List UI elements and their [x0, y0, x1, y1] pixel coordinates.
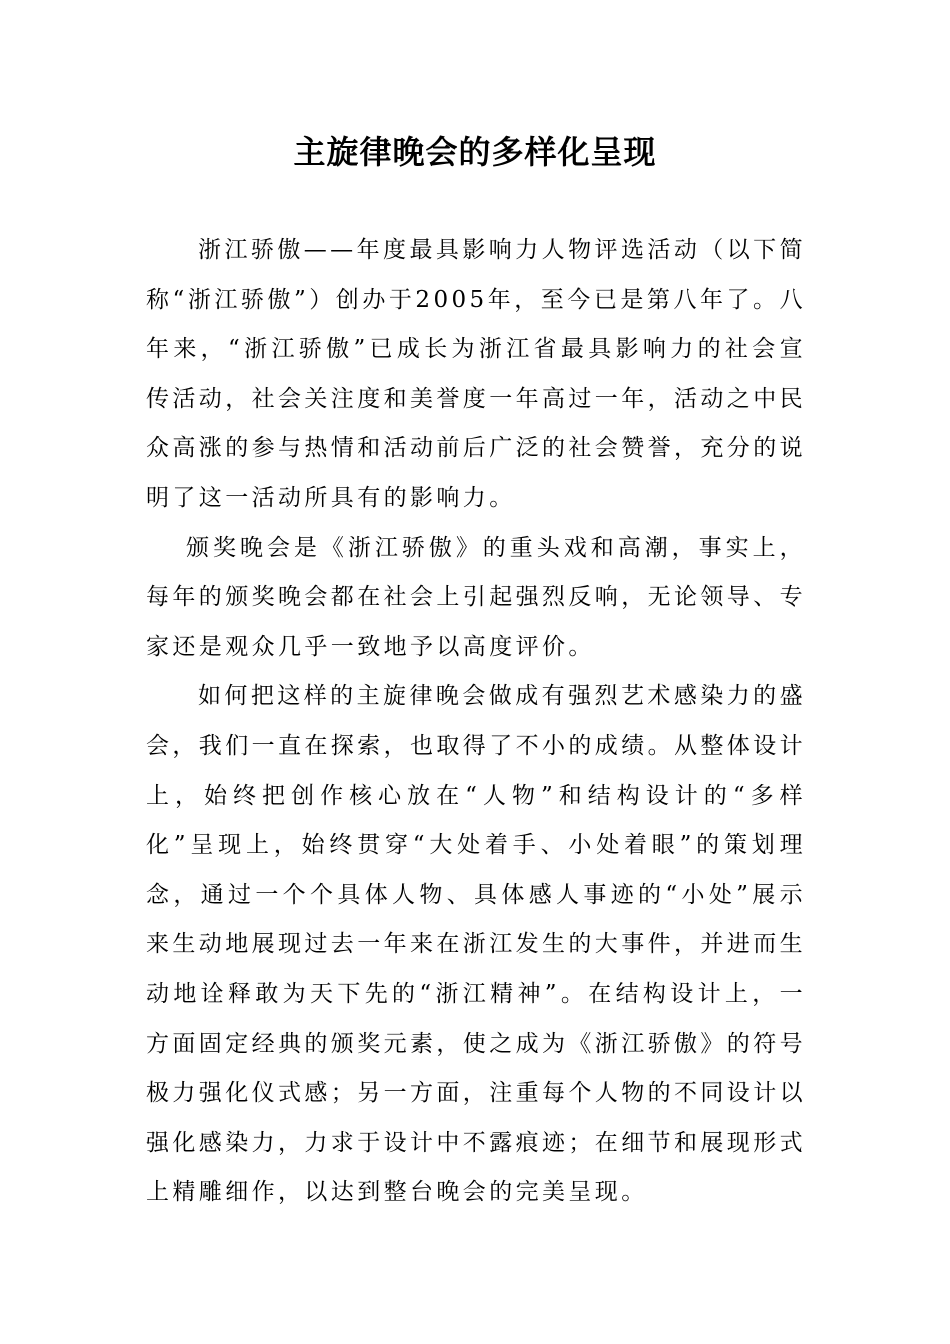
paragraph-3: 如何把这样的主旋律晚会做成有强烈艺术感染力的盛会，我们一直在探索，也取得了不小的成绩。从整体设计上，始终把创作核心放在“人物”和结构设计的“多样化”呈现上，始终贯穿“大处着手、小处着眼”的策划理念，通过一个个具体人物、具体感人事迹的“小处”展示来生动地展现过去一年来在浙江发生的大事件，并进而生动地诠释敢为天下先的“浙江精神”。在结构设计上，一方面固定经典的颁奖元素，使之成为《浙江骄傲》的符号极力强化仪式感；另一方面，注重每个人物的不同设计以强化感染力，力求于设计中不露痕迹；在细节和展现形式上精雕细作，以达到整台晚会的完美呈现。 [146, 683, 806, 1206]
document-title: 主旋律晚会的多样化呈现 [293, 133, 657, 171]
paragraph-2: 颁奖晚会是《浙江骄傲》的重头戏和高潮，事实上，每年的颁奖晚会都在社会上引起强烈反响，无论领导、专家还是观众几乎一致地予以高度评价。 [146, 534, 806, 660]
paragraph-1: 浙江骄傲——年度最具影响力人物评选活动（以下简称“浙江骄傲”）创办于2005年，至今已是第八年了。八年来，“浙江骄傲”已成长为浙江省最具影响力的社会宣传活动，社会关注度和美誉度一年高过一年，活动之中民众高涨的参与热情和活动前后广泛的社会赞誉，充分的说明了这一活动所具有的影响力。 [146, 237, 806, 511]
document-body [146, 226, 806, 1218]
